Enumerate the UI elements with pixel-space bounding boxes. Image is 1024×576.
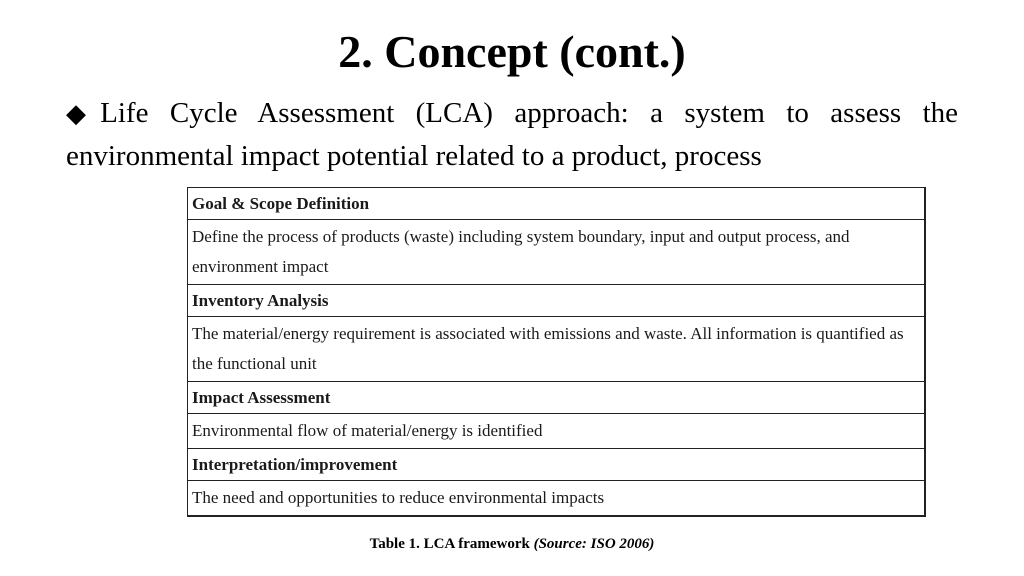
interpretation-heading: Interpretation/improvement [188, 449, 926, 481]
goal-scope-description: Define the process of products (waste) including system boundary, input and output process, and environment impact [188, 220, 926, 285]
caption-label: Table 1. LCA framework [369, 536, 530, 552]
table-row [188, 382, 926, 414]
inventory-analysis-description: The material/energy requirement is associated with emissions and waste. All information is quantified as the functional unit [188, 317, 926, 382]
lca-framework-table [187, 187, 926, 517]
impact-assessment-heading: Impact Assessment [188, 382, 926, 414]
caption-source: (Source: ISO 2006) [533, 536, 655, 552]
bullet-paragraph [66, 92, 958, 177]
diamond-bullet-icon: ◆ [66, 99, 101, 128]
table-row [188, 220, 926, 285]
table-row [188, 188, 926, 220]
table-row [188, 414, 926, 449]
table-caption [0, 536, 1024, 553]
impact-assessment-description: Environmental flow of material/energy is identified [188, 414, 926, 449]
inventory-analysis-heading: Inventory Analysis [188, 285, 926, 317]
table-row [188, 317, 926, 382]
table-row [188, 481, 926, 517]
goal-scope-heading: Goal & Scope Definition [188, 188, 926, 220]
bullet-text: Life Cycle Assessment (LCA) approach: a system to assess the environmental impact potential related to a product, process [66, 97, 959, 172]
slide-title: 2. Concept (cont.) [338, 26, 686, 77]
interpretation-description: The need and opportunities to reduce environmental impacts [188, 481, 926, 517]
table-row [188, 449, 926, 481]
table-row [188, 285, 926, 317]
